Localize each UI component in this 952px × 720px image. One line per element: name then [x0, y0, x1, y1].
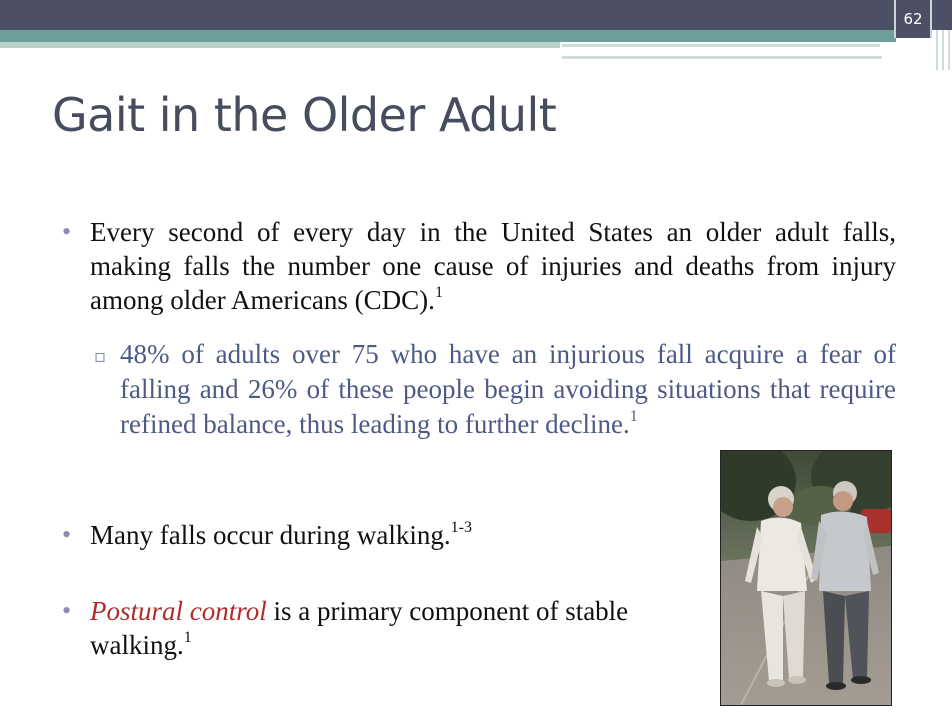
header-band-top	[0, 0, 952, 30]
elderly-couple-photo	[720, 450, 892, 706]
bullet-3-text: is a primary component of stable walking.	[90, 596, 629, 660]
slide-number: 62	[894, 0, 932, 38]
bullet-1	[62, 215, 896, 317]
header-band-teal	[0, 30, 896, 42]
slide-title: Gait in the Older Adult	[52, 88, 557, 142]
sub-bullet-marker: ▫	[94, 346, 107, 367]
bullet-marker: •	[62, 217, 72, 246]
bullet-2	[62, 518, 690, 552]
bullet-1-text: Every second of every day in the United States an older adult falls, making falls the number one cause of injuries and deaths from injury among older Americans (CDC).	[90, 217, 896, 315]
bullet-1-ref: 1	[434, 284, 443, 301]
bullet-marker: •	[62, 520, 72, 549]
bullet-marker: •	[62, 596, 72, 625]
right-decor-lines	[936, 30, 950, 70]
header-line-1	[562, 44, 880, 47]
bullet-3-ref: 1	[183, 629, 192, 646]
sub-bullet-1-text: 48% of adults over 75 who have an injurious fall acquire a fear of falling and 26% of these people begin avoiding situations that require refined balance, thus leading to further decline.	[120, 339, 896, 439]
sub-bullet-1-ref: 1	[629, 408, 638, 425]
bullet-3	[62, 594, 680, 662]
bullet-2-text: Many falls occur during walking.	[90, 520, 451, 550]
header-band-light	[0, 42, 560, 48]
header-line-2	[562, 56, 882, 59]
sub-bullet-1	[94, 337, 896, 442]
bullet-3-emphasis: Postural control	[90, 596, 267, 626]
bullet-2-ref: 1-3	[450, 519, 472, 536]
